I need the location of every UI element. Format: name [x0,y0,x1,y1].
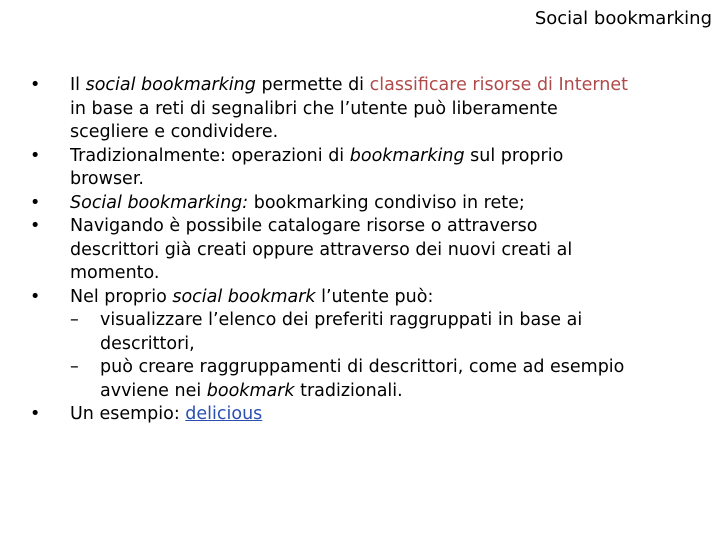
highlighted-text: classificare risorse di Internet [369,75,628,95]
emphasis-text: bookmark [206,380,295,401]
bullet-icon: • [30,192,41,213]
emphasis-text: social bookmarking [85,75,256,95]
bullet-item-example [30,403,630,427]
text: Tradizionalmente: operazioni di [70,145,350,166]
bullet-icon: • [30,216,41,236]
bullet-item-traditional [30,145,630,192]
text: Navigando è possibile catalogare risorse o attraverso descrittori già creati oppure attraverso dei nuovi creati al momento. [70,216,573,283]
text: Un esempio: [70,404,186,424]
bullet-item-social-shared [30,192,630,216]
emphasis-text: social bookmark [172,286,316,307]
text: l’utente può: [315,286,434,307]
bullet-item-own-bookmark [30,286,630,310]
dash-bullet-icon: – [70,357,79,377]
text: Il [70,75,86,95]
text: bookmarking condiviso in rete; [248,192,525,213]
slide-title: Social bookmarking [534,8,712,29]
bullet-list [30,74,630,427]
text: permette di [255,75,370,95]
sub-bullet-item-create [30,356,630,403]
bullet-icon: • [30,145,41,166]
bullet-item-navigation [30,215,630,286]
text: in base a reti di segnalibri che l’utente può liberamente scegliere e condividere. [70,98,558,142]
text: Nel proprio [70,286,173,307]
bullet-icon: • [30,75,41,95]
bullet-item-social-bookmarking-definition [30,74,630,145]
text: sul proprio browser. [70,145,564,189]
text: tradizionali. [294,380,403,401]
emphasis-text: Social bookmarking: [70,192,249,213]
text: visualizzare l’elenco dei preferiti raggruppati in base ai descrittori, [100,310,583,354]
emphasis-text: bookmarking [349,145,465,166]
sub-bullet-list [30,309,630,403]
text: può creare raggruppamenti di descrittori, come ad esempio avviene nei [100,357,625,401]
bullet-icon: • [30,404,41,424]
bullet-icon: • [30,286,41,307]
delicious-link[interactable]: delicious [185,404,263,424]
sub-bullet-item-view [30,309,630,356]
dash-bullet-icon: – [70,310,79,330]
